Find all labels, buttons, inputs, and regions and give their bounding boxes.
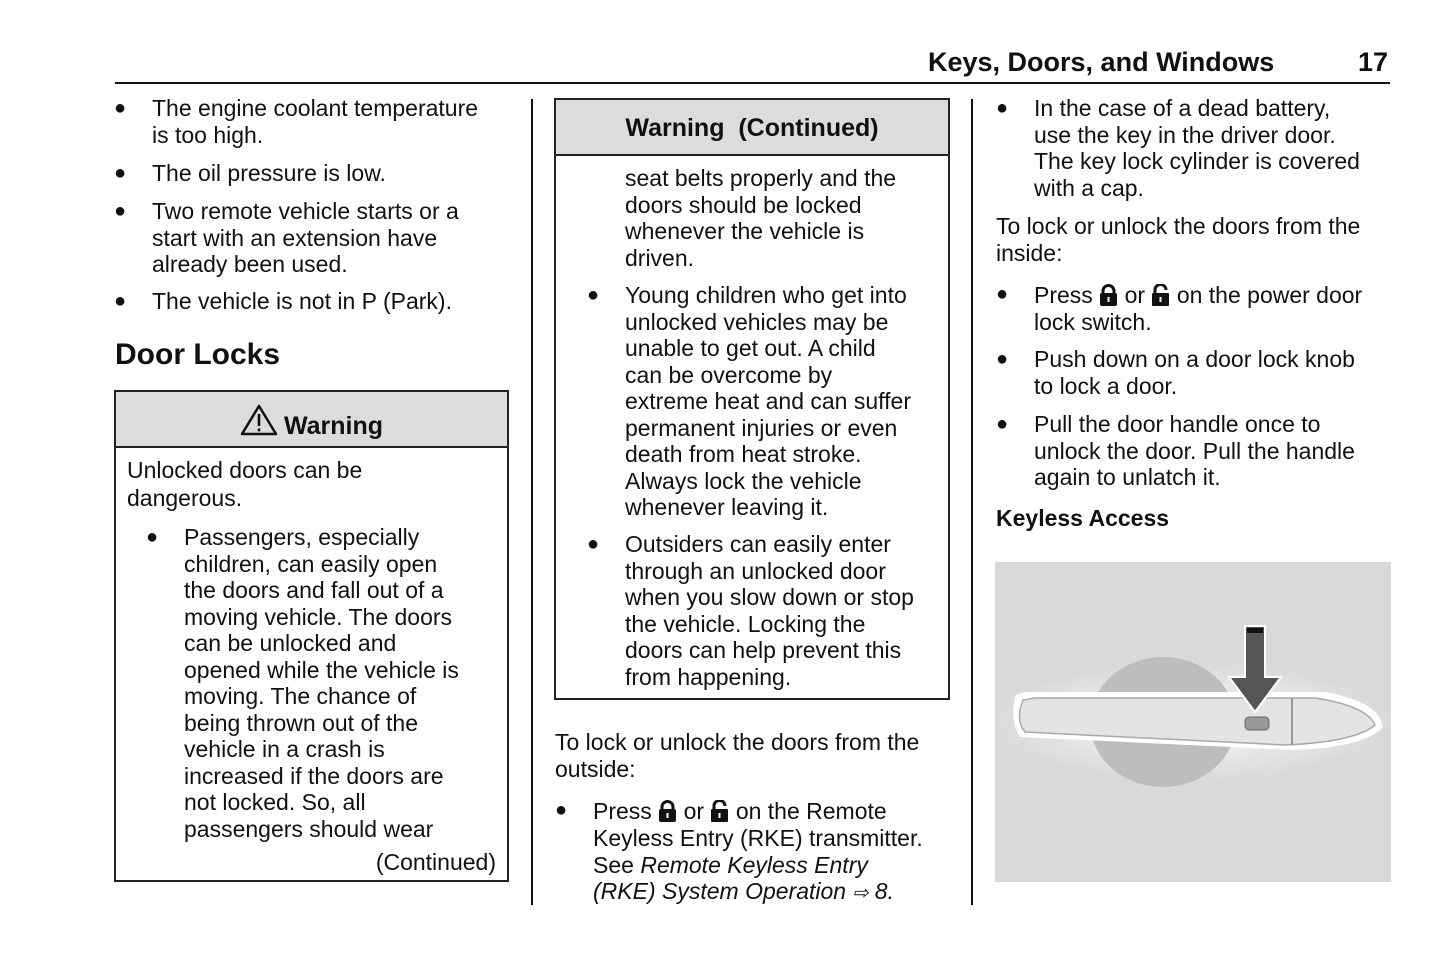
section-heading: Door Locks xyxy=(115,338,281,371)
bullet: ● xyxy=(114,200,127,222)
outside-intro: To lock or unlock the doors from the outside: xyxy=(555,729,920,782)
inside-intro: To lock or unlock the doors from the inside: xyxy=(996,213,1361,266)
warning-title: Warning xyxy=(283,412,384,440)
power-lock-bullet xyxy=(1034,281,1394,336)
press-label: Press xyxy=(593,798,652,824)
warning-box-continued xyxy=(554,98,950,700)
column-divider xyxy=(531,99,533,905)
rke-line2: Keyless Entry (RKE) transmitter. xyxy=(593,825,923,851)
list-item: In the case of a dead battery, use the key in the driver door. The key lock cylinder is covered with a cap. xyxy=(1034,95,1360,201)
see-label: See xyxy=(593,851,634,878)
warning-title: Warning (Continued) xyxy=(625,114,879,142)
warning-header xyxy=(556,100,948,156)
column-divider xyxy=(971,99,973,905)
bullet: ● xyxy=(587,533,600,555)
list-item: Two remote vehicle starts or a start with an extension have already been used. xyxy=(152,198,459,277)
power-line2: lock switch. xyxy=(1034,309,1152,335)
header-rule xyxy=(115,82,1390,84)
warning-bullet: Young children who get into unlocked vehicles may be unable to get out. A child can be overcome by extreme heat and can suffer permanent injuries or even death from heat stroke. Always lock the vehicle whenever leaving it. xyxy=(625,282,911,520)
cross-reference-link[interactable]: Remote Keyless Entry xyxy=(640,851,868,878)
warning-bullet: Passengers, especially children, can easily open the doors and fall out of a moving vehicle. The doors can be unlocked and opened while the vehicle is moving. The chance of being thrown out of the vehicle in a crash is increased if the doors are not locked. So, all passengers should wear xyxy=(184,524,459,842)
continued-label: (Continued) xyxy=(375,849,496,875)
bullet: ● xyxy=(114,290,127,312)
warning-intro: Unlocked doors can be dangerous. xyxy=(127,457,363,511)
list-item: The vehicle is not in P (Park). xyxy=(152,288,452,314)
door-handle-illustration xyxy=(995,562,1391,882)
cross-reference-link[interactable]: (RKE) System Operation xyxy=(593,878,847,904)
bullet: ● xyxy=(996,413,1009,435)
bullet: ● xyxy=(146,526,159,548)
warning-triangle-icon xyxy=(240,404,278,436)
unlock-icon xyxy=(710,800,729,822)
bullet: ● xyxy=(996,348,1009,370)
bullet: ● xyxy=(555,799,568,821)
bullet: ● xyxy=(114,97,127,119)
page-arrow-icon: ⇨ xyxy=(852,883,869,904)
bullet: ● xyxy=(587,284,600,306)
rke-bullet xyxy=(593,797,953,908)
warning-text: seat belts properly and the doors should be locked whenever the vehicle is driven. xyxy=(625,165,897,271)
reference-page[interactable]: 8. xyxy=(874,878,894,904)
section-title: Keys, Doors, and Windows xyxy=(928,47,1275,77)
list-item: The oil pressure is low. xyxy=(152,160,386,186)
bullet: ● xyxy=(996,283,1009,305)
after-label: on the power door xyxy=(1176,282,1363,308)
bullet: ● xyxy=(114,162,127,184)
list-item: Pull the door handle once to unlock the door. Pull the handle again to unlatch it. xyxy=(1034,411,1355,490)
warning-bullet: Outsiders can easily enter through an unlocked door when you slow down or stop the vehicle. Locking the doors can help prevent this from happening. xyxy=(625,531,914,690)
lock-icon xyxy=(1099,284,1118,306)
warning-header xyxy=(116,392,507,448)
unlock-icon xyxy=(1151,284,1170,306)
press-label: Press xyxy=(1034,282,1093,308)
warning-box xyxy=(114,390,509,882)
after-label: on the Remote xyxy=(735,798,887,824)
lock-icon xyxy=(658,800,677,822)
bullet: ● xyxy=(996,97,1009,119)
page-number: 17 xyxy=(1358,47,1389,77)
or-label: or xyxy=(683,798,705,824)
list-item: The engine coolant temperature is too high. xyxy=(152,95,479,148)
list-item: Push down on a door lock knob to lock a door. xyxy=(1034,346,1355,399)
subheading: Keyless Access xyxy=(996,505,1170,531)
or-label: or xyxy=(1124,282,1146,308)
